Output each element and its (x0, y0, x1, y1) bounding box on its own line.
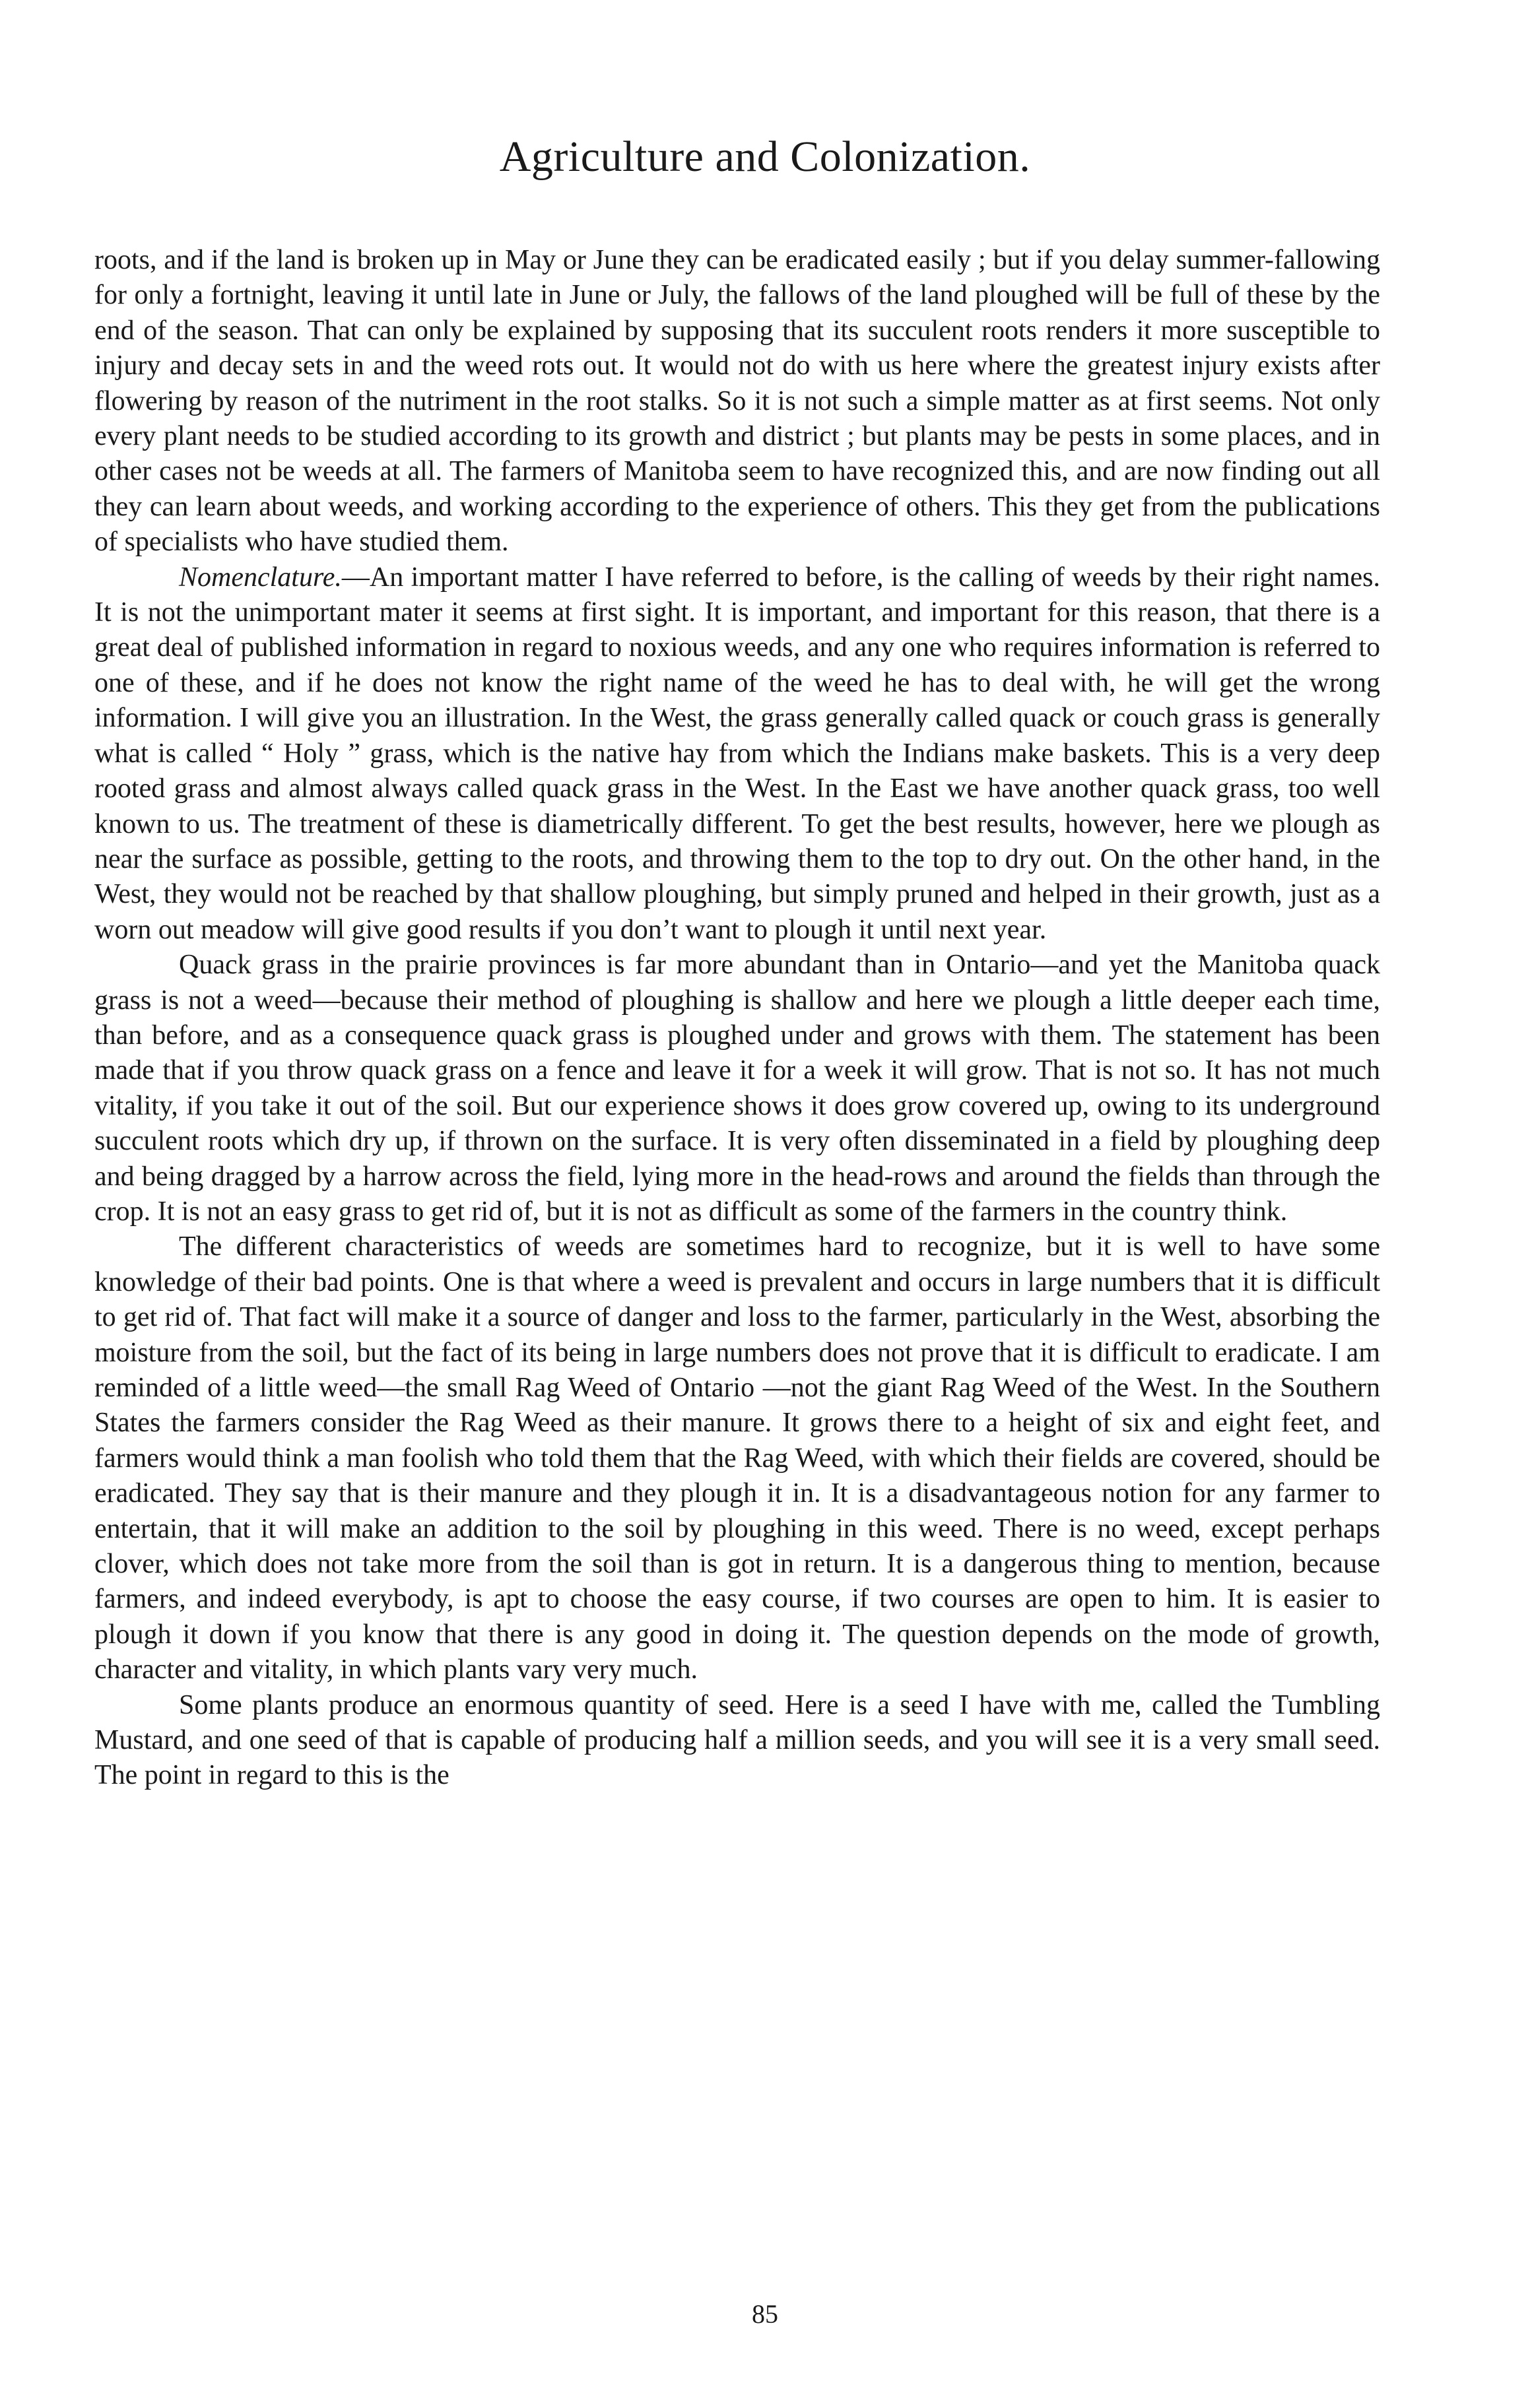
running-head-title: Agriculture and Colonization. (499, 133, 1031, 181)
paragraph-nomenclature (94, 560, 1380, 948)
paragraph-continuation: roots, and if the land is broken up in May or June they can be eradicated easily ; but if you delay summer-fallowing for only a fortnight, leaving it until late in June or July, the fallows of the land ploughed will be full of these by the end of the season. That can only be explained by supposing that its succulent roots renders it more susceptible to injury and decay sets in and the weed rots out. It would not do with us here where the greatest injury exists after flowering by reason of the nutriment in the root stalks. So it is not such a simple matter as at first seems. Not only every plant needs to be studied according to its growth and district ; but plants may be pests in some places, and in other cases not be weeds at all. The farmers of Manitoba seem to have recognized this, and are now finding out all they can learn about weeds, and working according to the experience of others. This they get from the publications of specialists who have studied them. (94, 245, 1380, 558)
paragraph-quack-grass: Quack grass in the prairie provinces is far more abundant than in Ontario—and yet the Manitoba quack grass is not a weed—because their method of ploughing is shallow and here we plough a little deeper each time, than before, and as a consequence quack grass is ploughed under and grows with them. The statement has been made that if you throw quack grass on a fence and leave it for a week it will grow. That is not so. It has not much vitality, if you take it out of the soil. But our experience shows it does grow covered up, owing to its underground succulent roots which dry up, if thrown on the surface. It is very often disseminated in a field by ploughing deep and being dragged by a harrow across the field, lying more in the head-rows and around the fields than through the crop. It is not an easy grass to get rid of, but it is not as difficult as some of the farmers in the country think. (94, 950, 1380, 1227)
paragraph-weed-characteristics: The different characteristics of weeds are sometimes hard to recognize, but it is well to have some knowledge of their bad points. One is that where a weed is prevalent and occurs in large numbers that it is difficult to get rid of. That fact will make it a source of danger and loss to the farmer, particularly in the West, absorbing the moisture from the soil, but the fact of its being in large numbers does not prove that it is difficult to eradicate. I am reminded of a little weed—the small Rag Weed of Ontario —not the giant Rag Weed of the West. In the Southern States the farmers consider the Rag Weed as their manure. It grows there to a height of six and eight feet, and farmers would think a man foolish who told them that the Rag Weed, with which their fields are covered, should be eradicated. They say that is their manure and they plough it in. It is a disadvantageous notion for any farmer to entertain, that it will make an addition to the soil by ploughing in this weed. There is no weed, except perhaps clover, which does not take more from the soil than is got in return. It is a dangerous thing to mention, because farmers, and indeed everybody, is apt to choose the easy course, if two courses are open to him. It is easier to plough it down if you know that there is any good in doing it. The question depends on the mode of growth, character and vitality, in which plants vary very much. (94, 1231, 1380, 1685)
page-number: 85 (752, 2299, 778, 2329)
nomenclature-heading: Nomenclature. (179, 562, 342, 593)
body-text (94, 243, 1380, 1794)
paragraph-seed-production: Some plants produce an enormous quantity of seed. Here is a seed I have with me, called the Tumbling Mustard, and one seed of that is capable of producing half a million seeds, and you will see it is a very small seed. The point in regard to this is the (94, 1689, 1380, 1791)
nomenclature-text: —An important matter I have referred to before, is the calling of weeds by their right names. It is not the unimportant mater it seems at first sight. It is important, and important for this reason, that there is a great deal of published information in regard to noxious weeds, and any one who requires information is referred to one of these, and if he does not know the right name of the weed he has to deal with, he will get the wrong information. I will give you an illustration. In the West, the grass generally called quack or couch grass is generally what is called “ Holy ” grass, which is the native hay from which the Indians make baskets. This is a very deep rooted grass and almost always called quack grass in the West. In the East we have another quack grass, too well known to us. The treatment of these is diametrically different. To get the best results, however, here we plough as near the surface as possible, getting to the roots, and throwing them to the top to dry out. On the other hand, in the West, they would not be reached by that shallow ploughing, but simply pruned and helped in their growth, just as a worn out meadow will give good results if you don’t want to plough it until next year. (94, 562, 1380, 945)
